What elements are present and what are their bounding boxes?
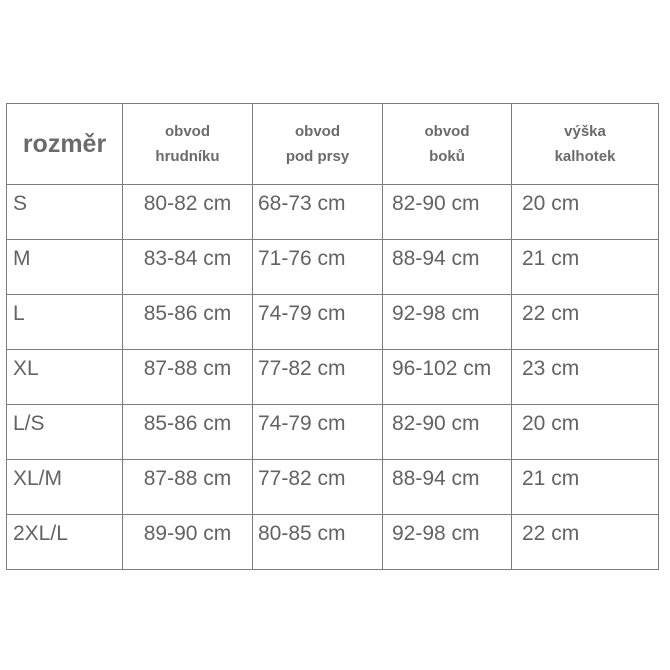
underbust-cell: 71-76 cm (253, 240, 383, 295)
size-cell: XL (7, 350, 123, 405)
table-body (7, 185, 659, 570)
chest-cell: 80-82 cm (123, 185, 253, 240)
hips-cell: 88-94 cm (383, 240, 512, 295)
panty-height-cell: 20 cm (512, 405, 659, 460)
panty-height-cell: 22 cm (512, 295, 659, 350)
table-header (7, 104, 659, 185)
header-chest-line1: obvod (165, 122, 210, 140)
header-cell-panty-height (512, 104, 659, 185)
panty-height-cell: 23 cm (512, 350, 659, 405)
size-chart-table (6, 103, 659, 570)
header-cell-hips (383, 104, 512, 185)
size-cell: L/S (7, 405, 123, 460)
hips-cell: 88-94 cm (383, 460, 512, 515)
hips-cell: 82-90 cm (383, 405, 512, 460)
chest-cell: 87-88 cm (123, 460, 253, 515)
header-hips-line1: obvod (424, 122, 470, 140)
header-hips-line2: boků (429, 148, 465, 165)
underbust-cell: 68-73 cm (253, 185, 383, 240)
table-row-l (7, 295, 659, 350)
size-cell: S (7, 185, 123, 240)
chest-cell: 85-86 cm (123, 295, 253, 350)
chest-cell: 83-84 cm (123, 240, 253, 295)
hips-cell: 92-98 cm (383, 515, 512, 570)
header-underbust-line2: pod prsy (285, 148, 350, 165)
table-row-xl-m (7, 460, 659, 515)
underbust-cell: 74-79 cm (253, 405, 383, 460)
table-row-l-s (7, 405, 659, 460)
table-row-s (7, 185, 659, 240)
header-underbust-line1: obvod (295, 122, 340, 140)
panty-height-cell: 21 cm (512, 240, 659, 295)
hips-cell: 82-90 cm (383, 185, 512, 240)
header-panty-height-line1: výška (564, 122, 606, 140)
chest-cell: 87-88 cm (123, 350, 253, 405)
table-row-2xl-l (7, 515, 659, 570)
hips-cell: 96-102 cm (383, 350, 512, 405)
chest-cell: 85-86 cm (123, 405, 253, 460)
header-cell-underbust (253, 104, 383, 185)
panty-height-cell: 20 cm (512, 185, 659, 240)
chest-cell: 89-90 cm (123, 515, 253, 570)
underbust-cell: 77-82 cm (253, 350, 383, 405)
size-cell: M (7, 240, 123, 295)
header-cell-size: rozměr (7, 104, 123, 185)
panty-height-cell: 21 cm (512, 460, 659, 515)
header-cell-chest (123, 104, 253, 185)
panty-height-cell: 22 cm (512, 515, 659, 570)
header-panty-height-line2: kalhotek (554, 148, 616, 165)
underbust-cell: 80-85 cm (253, 515, 383, 570)
underbust-cell: 74-79 cm (253, 295, 383, 350)
table-row-m (7, 240, 659, 295)
header-row (7, 104, 659, 185)
size-cell: XL/M (7, 460, 123, 515)
hips-cell: 92-98 cm (383, 295, 512, 350)
header-chest-line2: hrudníku (155, 148, 220, 165)
size-cell: L (7, 295, 123, 350)
underbust-cell: 77-82 cm (253, 460, 383, 515)
size-cell: 2XL/L (7, 515, 123, 570)
table-row-xl (7, 350, 659, 405)
